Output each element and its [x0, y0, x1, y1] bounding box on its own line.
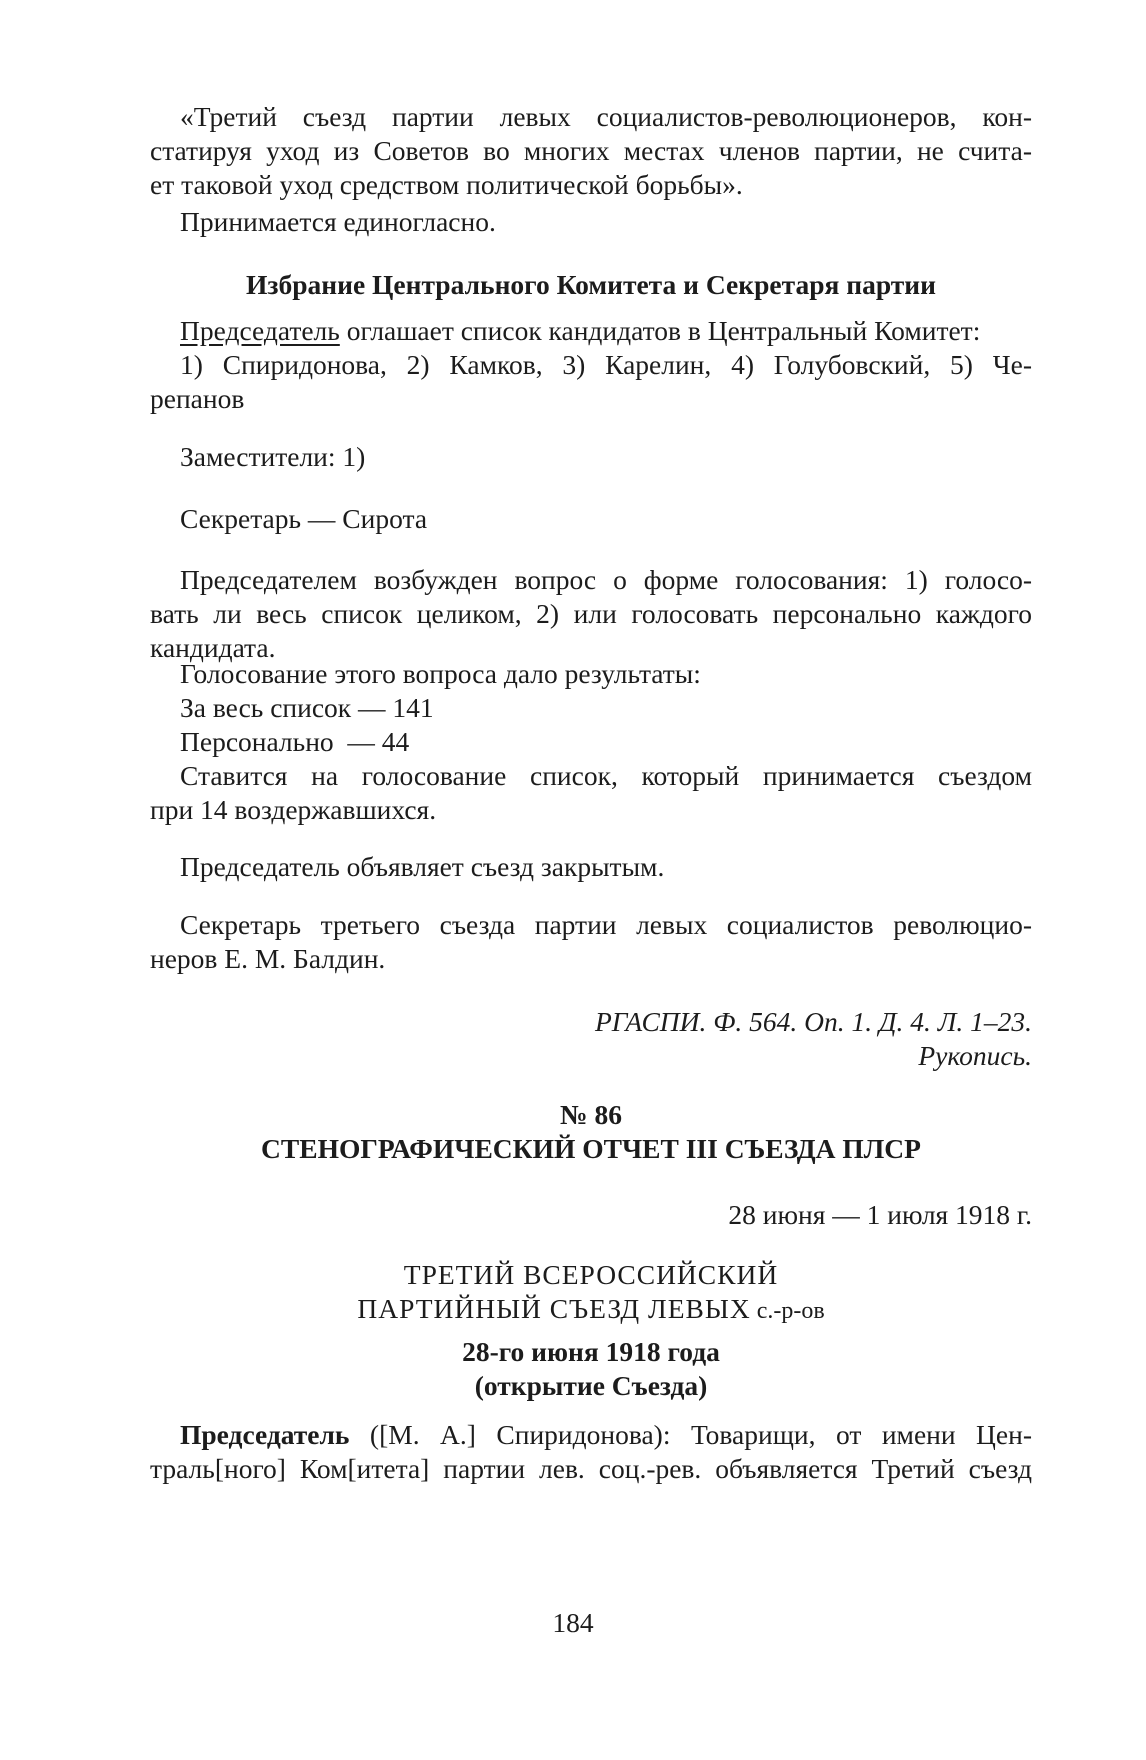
candidates-list	[150, 348, 1032, 382]
resolution-quote-line: «Третий съезд партии левых социалистов-революционеров, кон-	[180, 101, 1032, 132]
document-number: № 86	[559, 1099, 622, 1130]
vote-personal: Персонально — 44	[180, 726, 410, 757]
put-to-vote-line: Ставится на голосование список, который принимается съездом	[180, 760, 1032, 791]
session-label: (открытие Съезда)	[474, 1370, 708, 1401]
election-heading	[150, 268, 1032, 302]
congress-title	[150, 1258, 1032, 1328]
voting-form-line: вать ли весь список целиком, 2) или голосовать персонально каждого	[150, 598, 1032, 629]
session-heading	[150, 1335, 1032, 1403]
closing-line: Председатель объявляет съезд закрытым.	[180, 851, 665, 882]
voting-form-continuation	[150, 597, 1032, 665]
congress-title-line1: ТРЕТИЙ ВСЕРОССИЙСКИЙ	[403, 1259, 779, 1290]
candidates-list-line: 1) Спиридонова, 2) Камков, 3) Карелин, 4) Голубовский, 5) Че-	[180, 349, 1032, 380]
deputies-line: Заместители: 1)	[180, 441, 366, 472]
resolution-quote-line: ет таковой уход средством политической борьбы».	[150, 169, 743, 200]
vote-whole-list: За весь список — 141	[180, 692, 434, 723]
speech-paragraph	[150, 1418, 1032, 1452]
adopted-unanimously-text	[150, 205, 1032, 239]
candidates-intro	[150, 314, 1032, 348]
secretary-text	[150, 502, 1032, 536]
voting-form-line: кандидата.	[150, 632, 276, 663]
archive-form: Рукопись.	[918, 1040, 1032, 1071]
document-title: СТЕНОГРАФИЧЕСКИЙ ОТЧЕТ III СЪЕЗДА ПЛСР	[261, 1133, 921, 1164]
deputies-text	[150, 440, 1032, 474]
resolution-quote-continuation	[150, 134, 1032, 202]
closing-text	[150, 850, 1032, 884]
candidates-intro-rest: оглашает список кандидатов в Центральный Комитет:	[339, 315, 981, 346]
congress-title-suffix: с.-р-ов	[750, 1298, 825, 1324]
chairman-underlined: Председатель	[180, 315, 340, 346]
page-number: 184	[552, 1607, 594, 1638]
put-to-vote-continuation	[150, 793, 1032, 827]
speech-continuation	[150, 1452, 1032, 1486]
date-range	[150, 1198, 1032, 1232]
signature-line: неров Е. М. Балдин.	[150, 943, 386, 974]
put-to-vote-line: при 14 воздержавшихся.	[150, 794, 437, 825]
secretary-signature	[150, 908, 1032, 942]
speech-line: траль[ного] Ком[итета] партии лев. соц.-рев. объявляется Третий съезд	[150, 1453, 1032, 1484]
vote-results	[150, 657, 1032, 793]
adopted-unanimously-line: Принимается единогласно.	[180, 206, 496, 237]
election-heading-text: Избрание Центрального Комитета и Секретаря партии	[246, 269, 936, 300]
archive-reference: РГАСПИ. Ф. 564. Оп. 1. Д. 4. Л. 1–23.	[594, 1006, 1032, 1037]
congress-title-line2: ПАРТИЙНЫЙ СЪЕЗД ЛЕВЫХ	[357, 1293, 751, 1324]
secretary-signature-continuation	[150, 942, 1032, 976]
voting-form-paragraph	[150, 563, 1032, 597]
candidates-list-continuation	[150, 382, 1032, 416]
speech-line-rest: ([М. А.] Спиридонова): Товарищи, от имени Цен-	[349, 1419, 1032, 1450]
date-range-text: 28 июня — 1 июля 1918 г.	[728, 1199, 1032, 1230]
vote-results-intro: Голосование этого вопроса дало результаты:	[180, 658, 701, 689]
signature-line: Секретарь третьего съезда партии левых социалистов революцио-	[180, 909, 1032, 940]
archive-source	[150, 1005, 1032, 1073]
resolution-quote-line: статируя уход из Советов во многих местах членов партии, не счита-	[150, 135, 1032, 166]
document-heading	[150, 1098, 1032, 1166]
secretary-line: Секретарь — Сирота	[180, 503, 428, 534]
speaker-name: Председатель	[180, 1419, 350, 1450]
resolution-quote-paragraph	[150, 100, 1032, 134]
voting-form-line: Председателем возбужден вопрос о форме голосования: 1) голосо-	[180, 564, 1032, 595]
candidates-list-line: репанов	[150, 383, 245, 414]
session-date: 28-го июня 1918 года	[462, 1336, 720, 1367]
